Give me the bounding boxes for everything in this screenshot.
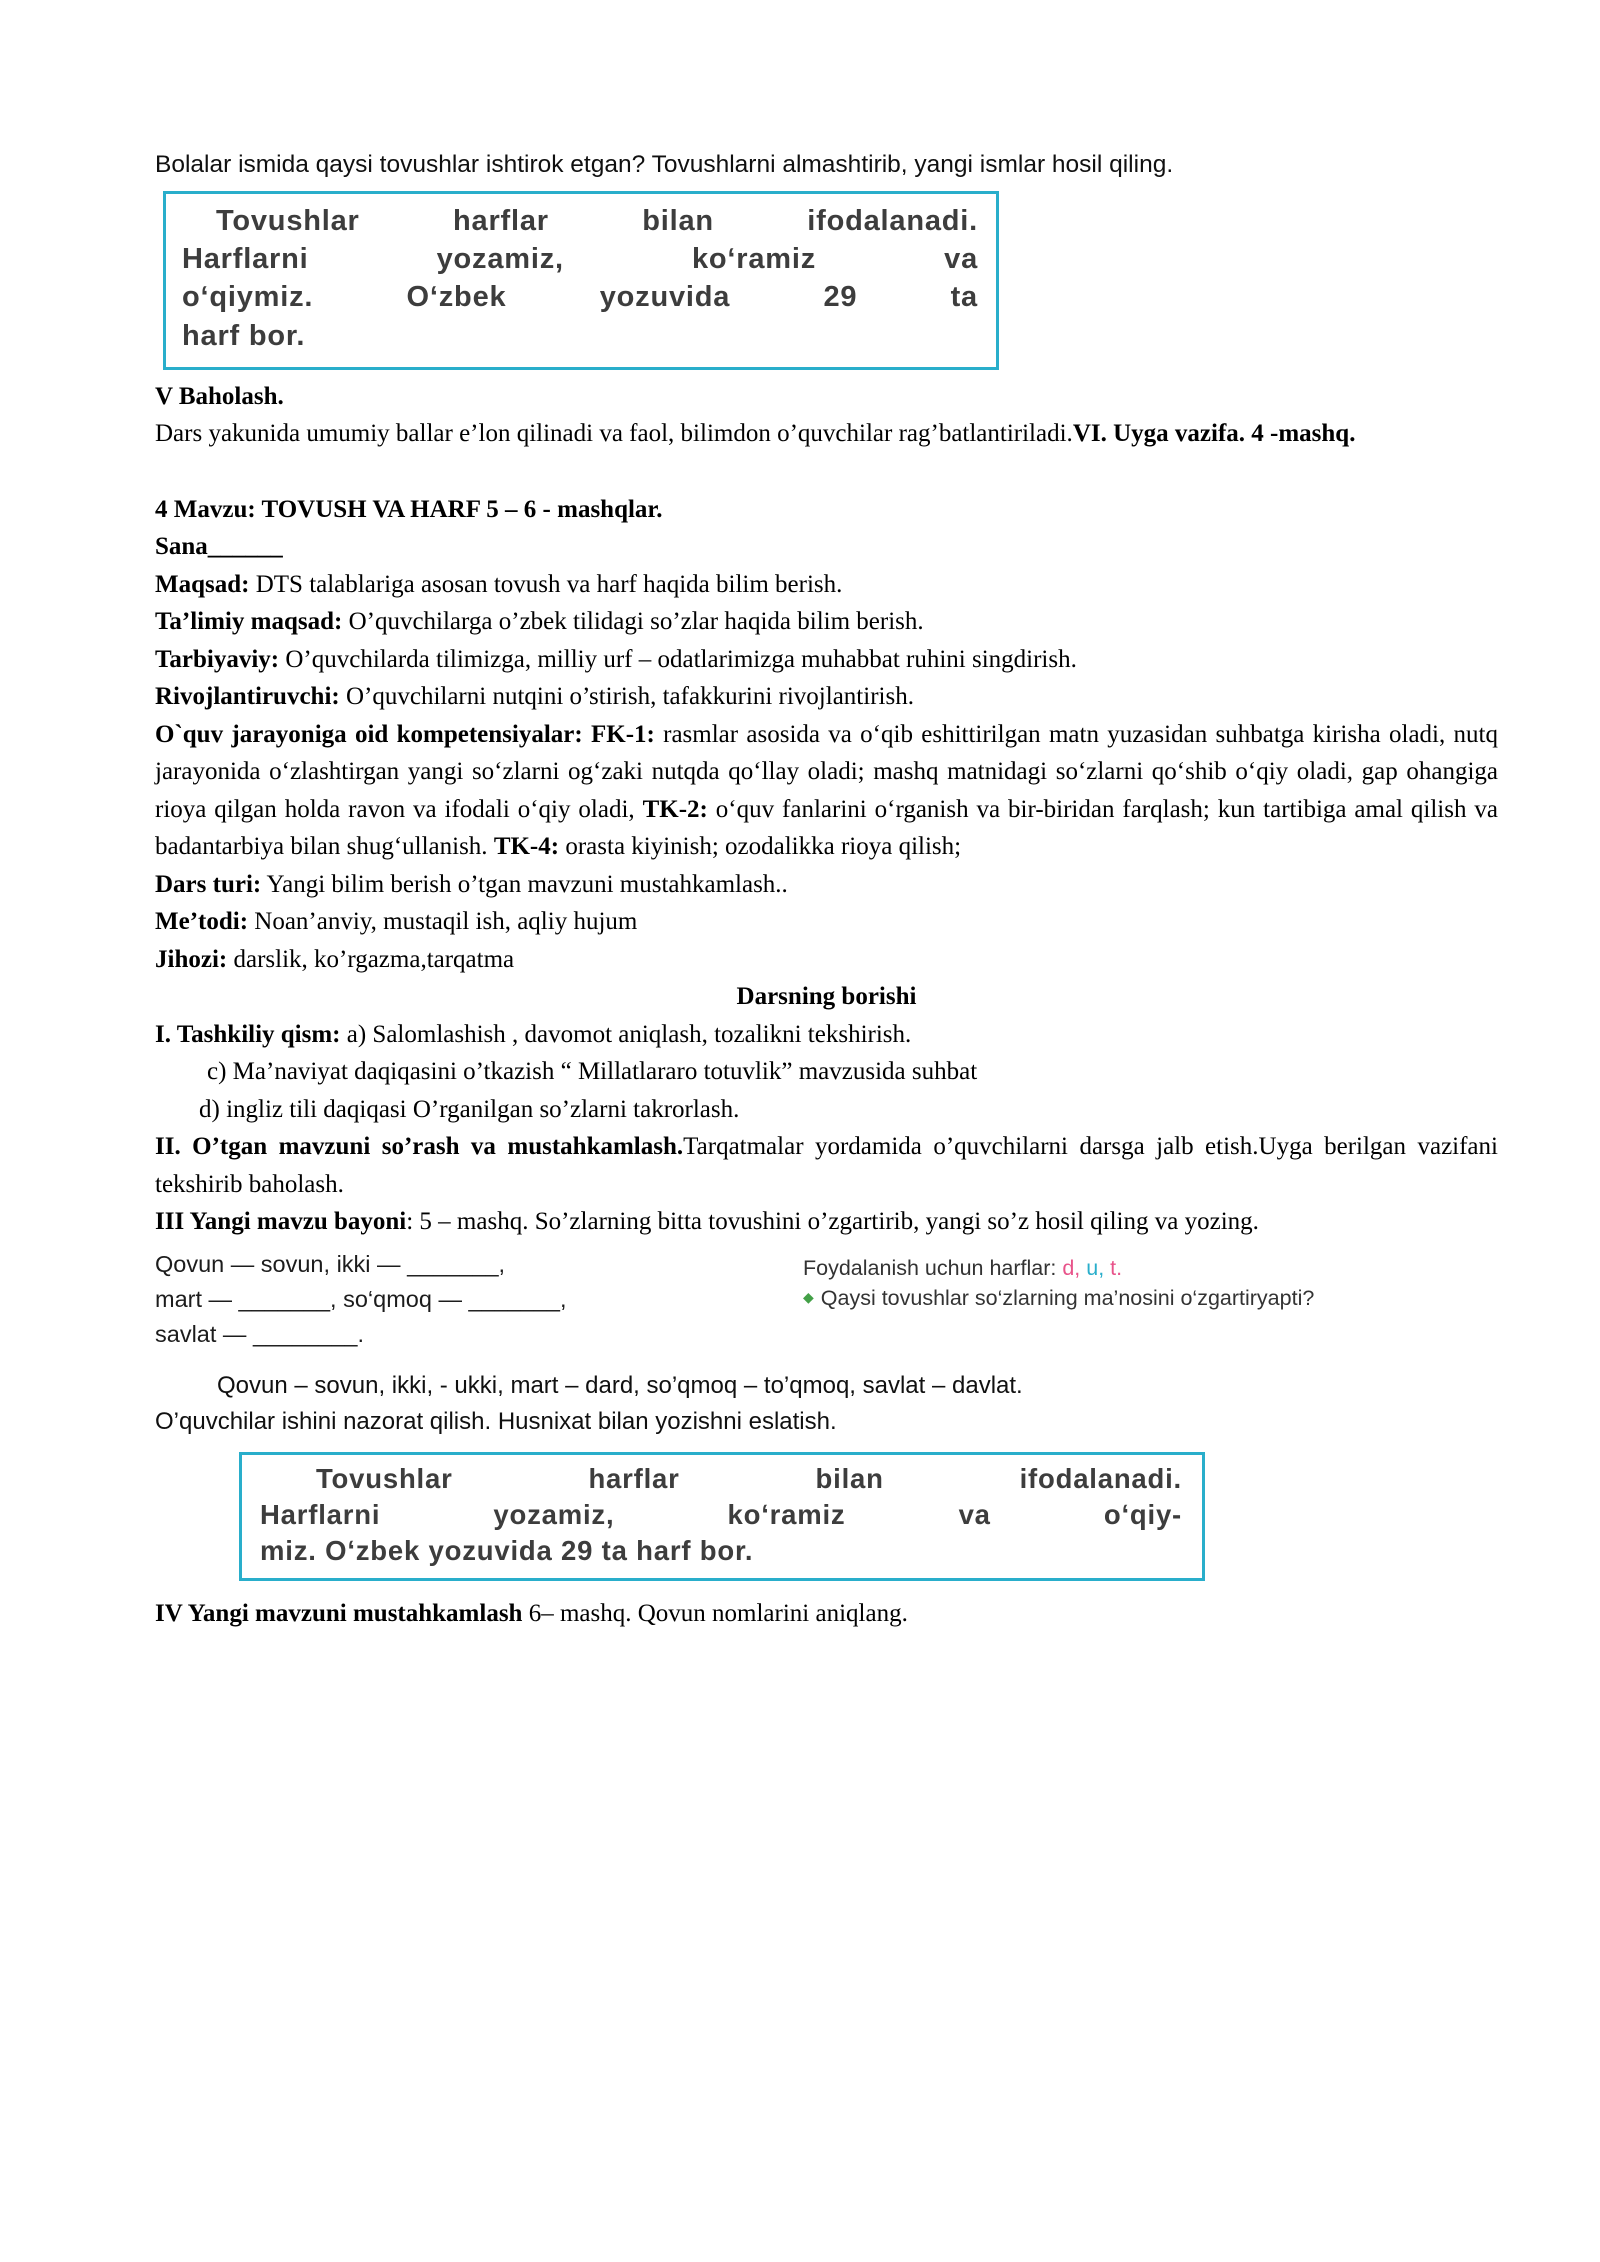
teacher-note-line: O’quvchilar ishini nazorat qilish. Husnixat bilan yozishni eslatish. xyxy=(155,1408,837,1436)
question-row xyxy=(803,1283,1443,1314)
quote-box-line: Harflarni yozamiz, koʻramiz va xyxy=(182,243,978,276)
lesson-date-text: Sana______ xyxy=(155,533,283,561)
baholash-title-text: V Baholash. xyxy=(155,382,284,410)
paragraph-item-c xyxy=(155,1053,1498,1091)
metodi-text: Noan’anviy, mustaqil ish, aqliy hujum xyxy=(248,908,638,936)
diamond-bullet-icon: ◆ xyxy=(803,1289,814,1306)
metodi-label: Me’todi: xyxy=(155,908,249,936)
paragraph-talimiy xyxy=(155,603,1498,641)
jihozi-label: Jihozi: xyxy=(155,945,228,973)
item-c-text: c) Ma’naviyat daqiqasini o’tkazish “ Millatlararo totuvlik” mavzusida suhbat xyxy=(207,1058,978,1086)
letters-hint-label: Foydalanish uchun harflar: xyxy=(803,1255,1063,1280)
tashkiliy-label: I. Tashkiliy qism: xyxy=(155,1020,341,1048)
exercise-hint-column xyxy=(803,1247,1443,1353)
quote-box-1 xyxy=(163,191,999,370)
tk4-label: TK-4: xyxy=(493,833,560,861)
hint-letter-u: u, xyxy=(1080,1255,1105,1280)
mavzu3-label: III Yangi mavzu bayoni xyxy=(155,1208,407,1236)
baholash-paragraph xyxy=(155,415,1498,453)
paragraph-final xyxy=(155,1595,1498,1633)
paragraph-maqsad xyxy=(155,566,1498,604)
paragraph-item-d xyxy=(155,1091,1498,1129)
paragraph-tarbiyaviy xyxy=(155,641,1498,679)
intro-paragraph: Bolalar ismida qaysi tovushlar ishtirok etgan? Tovushlarni almashtirib, yangi ismlar hosil qiling. xyxy=(155,151,1174,178)
exercise-line: Qovun — sovun, ikki — _______, xyxy=(155,1250,506,1277)
lesson-date xyxy=(155,528,1498,566)
paragraph-jihozi xyxy=(155,941,1498,979)
tarbiyaviy-label: Tarbiyaviy: xyxy=(155,645,280,673)
item-d-text: d) ingliz tili daqiqasi O’rganilgan so’zlarni takrorlash. xyxy=(199,1095,740,1123)
quote-box-line: harf bor. xyxy=(182,319,306,352)
tk2-label: TK-2: xyxy=(642,795,708,823)
paragraph-rivojlantiruvchi xyxy=(155,678,1498,716)
tarbiyaviy-text: O’quvchilarda tilimizga, milliy urf – odatlarimizga muhabbat ruhini singdirish. xyxy=(279,645,1077,673)
talimiy-label: Ta’limiy maqsad: xyxy=(155,608,343,636)
exercise-block xyxy=(155,1247,1498,1353)
exercise-words-column xyxy=(155,1247,803,1353)
exercise-line: savlat — ________. xyxy=(155,1321,365,1348)
maqsad-label: Maqsad: xyxy=(155,570,250,598)
paragraph-kompetensiyalar xyxy=(155,716,1498,866)
borishi-text: Darsning borishi xyxy=(736,983,917,1011)
komp-text: rasmlar asosida va o‘qib eshittirilgan matn yuzasidan suhbatga kirisha oladi, nutq jarayonida o‘zlashtirgan yangi so‘zlarni og‘zaki nutqda qo‘llay oladi; mashq matnidagi so‘zlarni qo‘shib o‘qiy oladi, gap ohangiga rioya qilgan holda ravon va ifodali o‘qiy oladi, xyxy=(155,720,1498,823)
mavzu2-text: Tarqatmalar yordamida o’quvchilarni darsga jalb etish.Uyga berilgan vazifani tekshirib baholash. xyxy=(155,1133,1498,1198)
quote-box-line: Tovushlar harflar bilan ifodalanadi. xyxy=(316,1463,1182,1495)
talimiy-text: O’quvchilarga o’zbek tilidagi so’zlar haqida bilim berish. xyxy=(342,608,924,636)
final-text: 6– mashq. Qovun nomlarini aniqlang. xyxy=(522,1600,908,1628)
lesson-title xyxy=(155,491,1498,529)
paragraph-mavzu2 xyxy=(155,1128,1498,1203)
rivoj-text: O’quvchilarni nutqini o’stirish, tafakkurini rivojlantirish. xyxy=(339,683,914,711)
baholash-title xyxy=(155,378,1498,416)
quote-box-line: Harflarni yozamiz, koʻramiz va oʻqiy- xyxy=(260,1498,1182,1530)
quote-box-line: Tovushlar harflar bilan ifodalanadi. xyxy=(216,204,978,237)
mavzu3-text: : 5 – mashq. So’zlarning bitta tovushini o’zgartirib, yangi so’z hosil qiling va yozing. xyxy=(406,1208,1259,1236)
blank-line xyxy=(155,453,1498,491)
rivoj-label: Rivojlantiruvchi: xyxy=(155,683,340,711)
tashkiliy-text: a) Salomlashish , davomot aniqlash, tozalikni tekshirish. xyxy=(340,1020,912,1048)
answers-line: Qovun – sovun, ikki, - ukki, mart – dard, so’qmoq – to’qmoq, savlat – davlat. xyxy=(217,1371,1023,1399)
darsturi-label: Dars turi: xyxy=(155,870,262,898)
paragraph-mavzu3 xyxy=(155,1203,1498,1241)
maqsad-text: DTS talablariga asosan tovush va harf haqida bilim berish. xyxy=(249,570,843,598)
final-label: IV Yangi mavzuni mustahkamlash xyxy=(155,1600,523,1628)
baholash-body: Dars yakunida umumiy ballar e’lon qilinadi va faol, bilimdon o’quvchilar rag’batlantiriladi. xyxy=(155,420,1073,448)
hint-letter-t: t. xyxy=(1104,1255,1123,1280)
quote-box-line: oʻqiymiz. Oʻzbek yozuvida 29 ta xyxy=(182,281,978,314)
question-text: Qaysi tovushlar so‘zlarning ma’nosini o‘zgartiryapti? xyxy=(820,1286,1315,1311)
section-heading-borishi xyxy=(155,978,1498,1016)
lesson-title-text: 4 Mavzu: TOVUSH VA HARF 5 – 6 - mashqlar. xyxy=(155,495,663,523)
paragraph-tashkiliy xyxy=(155,1016,1498,1054)
paragraph-darsturi xyxy=(155,866,1498,904)
exercise-line: mart — _______, so‘qmoq — _______, xyxy=(155,1286,567,1313)
jihozi-text: darslik, ko’rgazma,tarqatma xyxy=(227,945,515,973)
paragraph-metodi xyxy=(155,903,1498,941)
letters-hint-line xyxy=(803,1253,1443,1284)
darsturi-text: Yangi bilim berish o’tgan mavzuni mustahkamlash.. xyxy=(261,870,788,898)
komp-label: O`quv jarayoniga oid kompetensiyalar: FK-1: xyxy=(155,720,655,748)
tk2-text: o‘quv fanlarini o‘rganish va bir-biridan farqlash; kun tartibiga amal qilish va badantarbiya bilan shug‘ullanish. xyxy=(155,795,1498,861)
quote-box-line: miz. Oʻzbek yozuvida 29 ta harf bor. xyxy=(260,1534,754,1566)
hint-letter-d: d, xyxy=(1062,1255,1081,1280)
tk4-text: orasta kiyinish; ozodalikka rioya qilish; xyxy=(559,833,962,861)
homework-label: VI. Uyga vazifa. 4 -mashq. xyxy=(1072,420,1356,448)
mavzu2-label: II. O’tgan mavzuni so’rash va mustahkamlash. xyxy=(155,1133,684,1161)
quote-box-2 xyxy=(239,1452,1205,1581)
